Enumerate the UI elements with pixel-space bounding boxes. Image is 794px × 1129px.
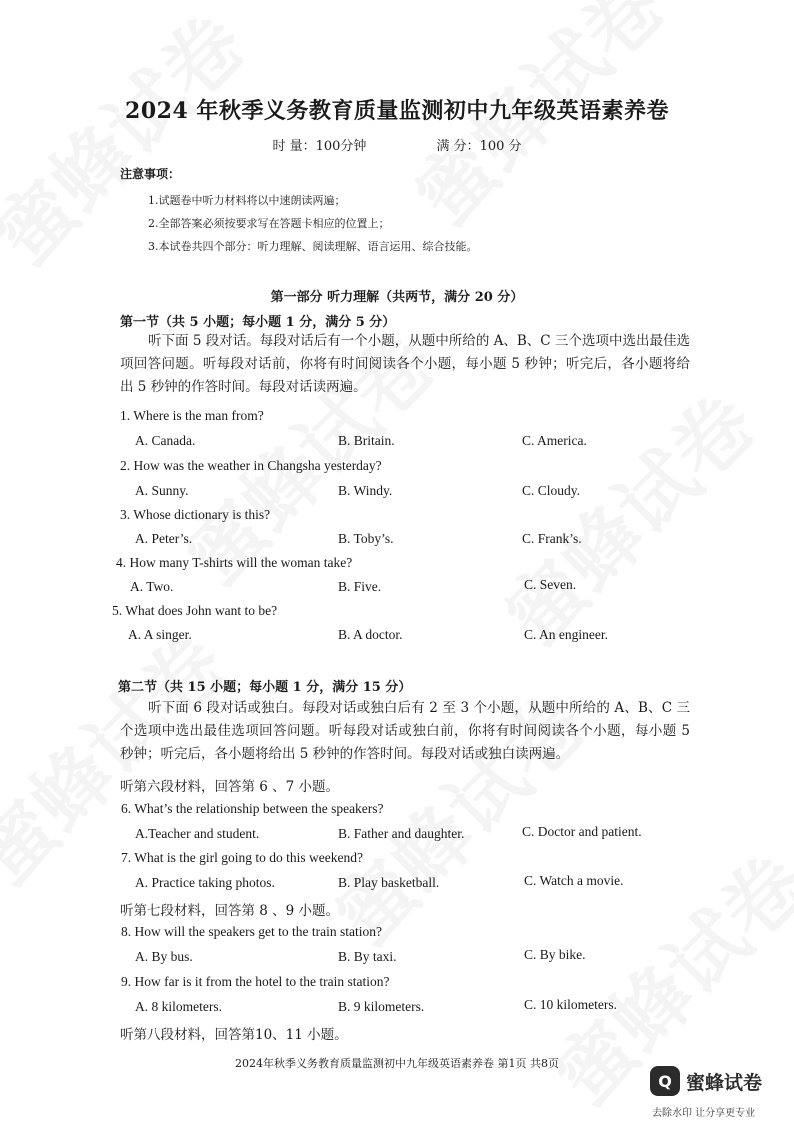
option-a: A. Practice taking photos. — [135, 875, 275, 890]
option-a: A. By bus. — [135, 949, 193, 964]
option-b: B. Toby’s. — [338, 531, 394, 546]
part1-heading: 第一部分 听力理解（共两节，满分 20 分） — [270, 290, 524, 305]
option-a: A. 8 kilometers. — [135, 999, 222, 1014]
page-title: 2024 年秋季义务教育质量监测初中九年级英语素养卷 — [125, 98, 669, 124]
material-note: 听第八段材料，回答第10、11 小题。 — [120, 1027, 348, 1043]
notes-heading: 注意事项： — [120, 167, 181, 181]
brand-name: 蜜蜂试卷 — [686, 1071, 763, 1094]
option-c: C. An engineer. — [524, 627, 608, 642]
option-a: A. Sunny. — [135, 483, 189, 498]
page-footer: 2024年秋季义务教育质量监测初中九年级英语素养卷 第1页 共8页 — [235, 1057, 559, 1070]
option-b: B. 9 kilometers. — [338, 999, 425, 1014]
note-item: 1.试题卷中听力材料将以中速朗读两遍； — [148, 194, 346, 207]
option-c: C. Seven. — [524, 577, 577, 592]
exam-score: 满 分：100 分 — [436, 139, 522, 154]
question: 1. Where is the man from? — [120, 408, 264, 423]
option-b: B. By taxi. — [338, 949, 397, 964]
remove-watermark-link[interactable]: 去除水印 让分享更专业 — [652, 1108, 756, 1119]
option-b: B. Britain. — [338, 433, 395, 448]
material-note: 听第六段材料，回答第 6 、7 小题。 — [120, 779, 340, 795]
question: 2. How was the weather in Changsha yesterday? — [120, 458, 382, 473]
question: 7. What is the girl going to do this weekend? — [121, 850, 363, 865]
question: 9. How far is it from the hotel to the train station? — [121, 974, 390, 989]
option-c: C. Watch a movie. — [524, 873, 624, 888]
material-note: 听第七段材料，回答第 8 、9 小题。 — [120, 903, 340, 919]
exam-info — [0, 135, 794, 154]
note-item: 3.本试卷共四个部分：听力理解、阅读理解、语言运用、综合技能。 — [148, 240, 478, 253]
bee-logo-icon: Q — [650, 1066, 680, 1096]
option-c: C. Frank’s. — [522, 531, 582, 546]
option-b: B. A doctor. — [338, 627, 403, 642]
option-c: C. 10 kilometers. — [524, 997, 617, 1012]
section1-instructions: 听下面 5 段对话。每段对话后有一个小题，从题中所给的 A、B、C 三个选项中选出最佳选项回答问题。听每段对话前，你将有时间阅读各个小题，每小题 5 秒钟；听完后，各小题将给出 5 秒钟的作答时间。每段对话读两遍。 — [120, 333, 690, 395]
brand-logo — [650, 1066, 762, 1096]
exam-time: 时 量：100分钟 — [272, 139, 367, 154]
option-a: A.Teacher and student. — [135, 826, 260, 841]
question: 8. How will the speakers get to the train station? — [121, 924, 382, 939]
option-c: C. America. — [522, 433, 587, 448]
question: 4. How many T-shirts will the woman take? — [116, 555, 353, 570]
question: 6. What’s the relationship between the speakers? — [121, 801, 384, 816]
option-c: C. By bike. — [524, 947, 586, 962]
watermark-text — [476, 366, 776, 666]
option-c: C. Cloudy. — [522, 483, 581, 498]
option-a: A. Canada. — [135, 433, 196, 448]
note-item: 2.全部答案必须按要求写在答题卡相应的位置上； — [148, 217, 390, 230]
question: 3. Whose dictionary is this? — [120, 507, 271, 522]
option-b: B. Play basketball. — [338, 875, 440, 890]
option-a: A. Two. — [130, 579, 174, 594]
option-c: C. Doctor and patient. — [522, 824, 642, 839]
option-b: B. Father and daughter. — [338, 826, 465, 841]
option-a: A. A singer. — [128, 627, 192, 642]
section2-heading: 第二节（共 15 小题；每小题 1 分，满分 15 分） — [118, 680, 412, 695]
option-a: A. Peter’s. — [135, 531, 193, 546]
section1-heading: 第一节（共 5 小题；每小题 1 分，满分 5 分） — [120, 315, 396, 330]
option-b: B. Five. — [338, 579, 382, 594]
option-b: B. Windy. — [338, 483, 393, 498]
question: 5. What does John want to be? — [112, 603, 278, 618]
section2-instructions: 听下面 6 段对话或独白。每段对话或独白后有 2 至 3 个小题，从题中所给的 A、B、C 三个选项中选出最佳选项回答问题。听每段对话或独白前，你将有时间阅读各个小题，每小题 5 秒钟；听完后，各小题将给出 5 秒钟的作答时间。每段对话或独白读两遍。 — [120, 700, 690, 762]
